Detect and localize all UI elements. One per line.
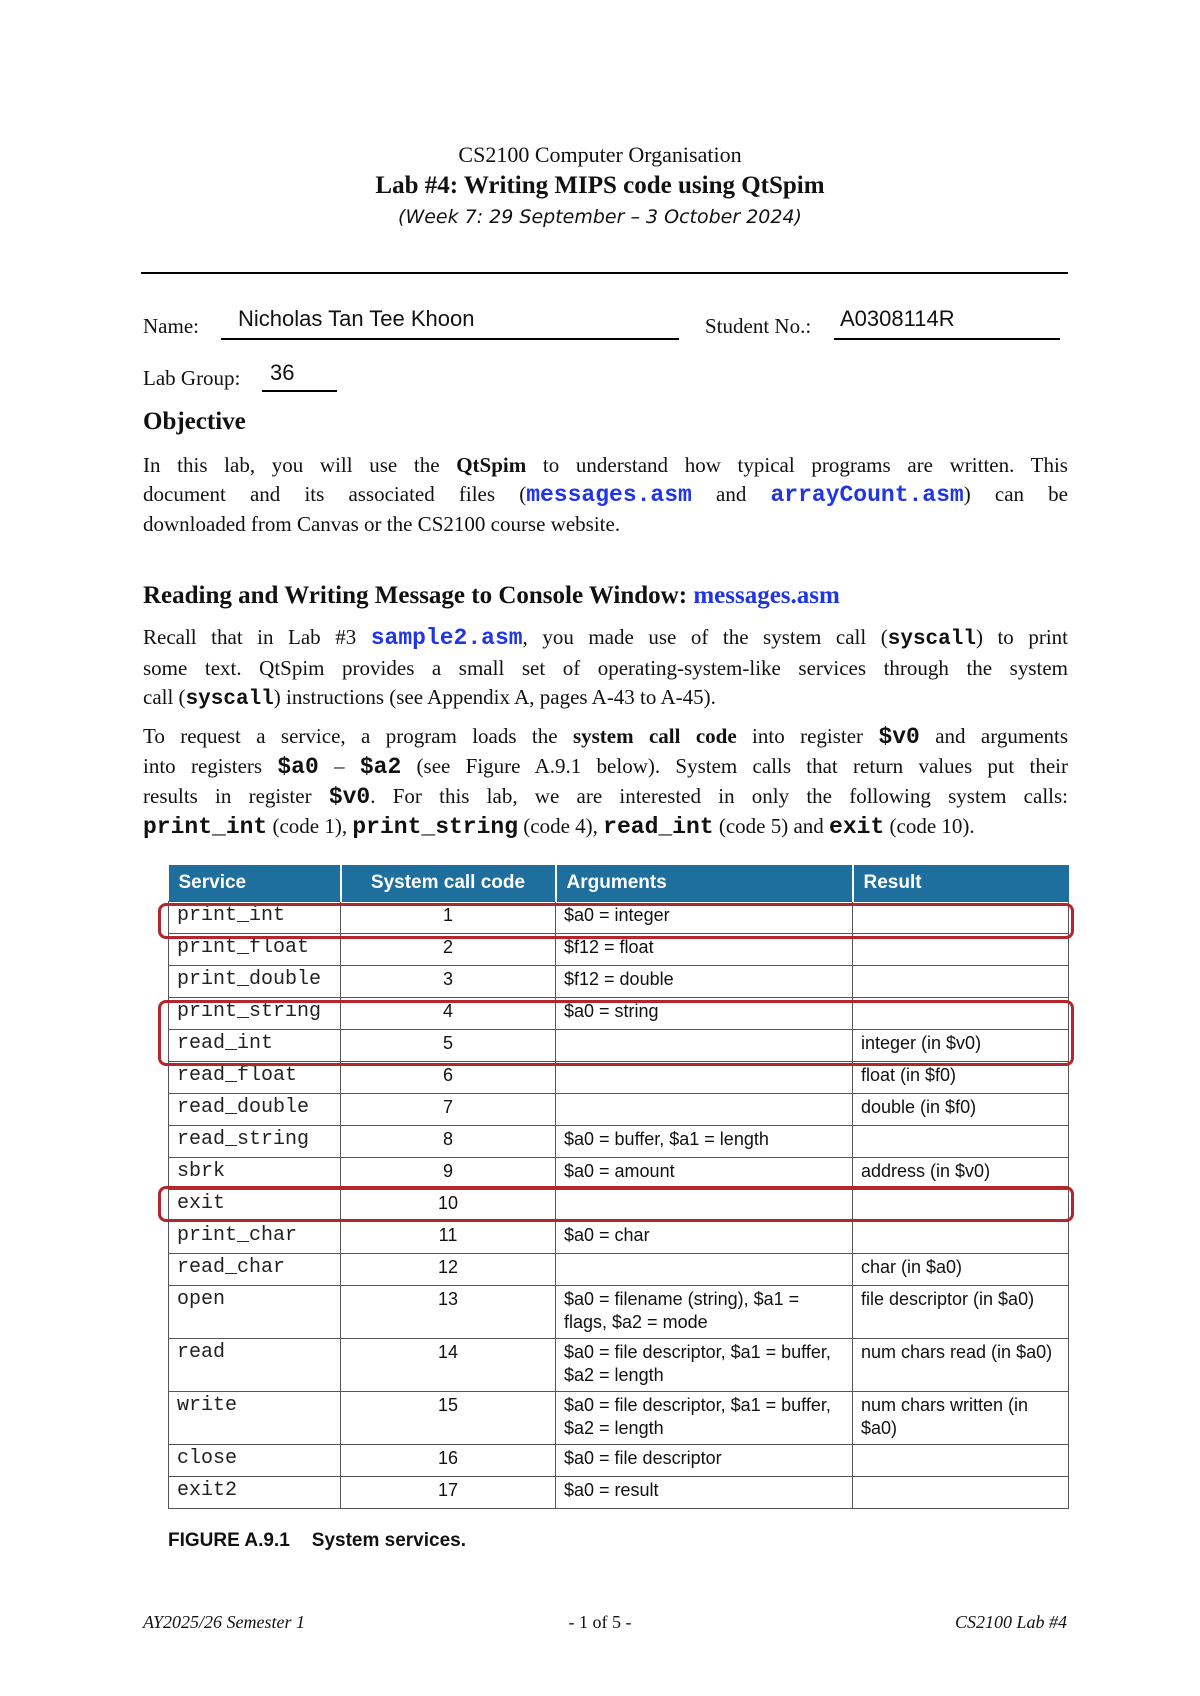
- lab-group-label: Lab Group:: [143, 366, 241, 390]
- code-cell: 15: [341, 1392, 556, 1445]
- result-cell: [853, 966, 1069, 998]
- header-arguments: Arguments: [556, 865, 853, 902]
- code-cell: 14: [341, 1339, 556, 1392]
- arguments-cell: $a0 = file descriptor, $a1 = buffer, $a2 = length: [556, 1339, 853, 1392]
- service-cell: read_char: [169, 1254, 341, 1286]
- code-cell: 1: [341, 902, 556, 934]
- service-cell: open: [169, 1286, 341, 1339]
- code-cell: 6: [341, 1062, 556, 1094]
- student-no-underline: [834, 338, 1060, 340]
- result-cell: char (in $a0): [853, 1254, 1069, 1286]
- section-heading: Reading and Writing Message to Console Window: messages.asm: [143, 582, 840, 609]
- objective-heading: Objective: [143, 408, 246, 435]
- service-cell: print_string: [169, 998, 341, 1030]
- table-row: [169, 1477, 1069, 1509]
- footer-page-number: - 1 of 5 -: [568, 1612, 632, 1632]
- header-rule: [141, 272, 1068, 274]
- code-cell: 5: [341, 1030, 556, 1062]
- table-row: [169, 1222, 1069, 1254]
- code-cell: 7: [341, 1094, 556, 1126]
- result-cell: file descriptor (in $a0): [853, 1286, 1069, 1339]
- arguments-cell: $a0 = char: [556, 1222, 853, 1254]
- table-row: [169, 1286, 1069, 1339]
- name-value: Nicholas Tan Tee Khoon: [238, 306, 475, 331]
- highlight-print-string-read-int: [158, 1000, 1074, 1066]
- student-no-value: A0308114R: [840, 306, 955, 331]
- code-cell: 8: [341, 1126, 556, 1158]
- service-cell: read_int: [169, 1030, 341, 1062]
- header-service: Service: [169, 865, 341, 902]
- code-cell: 9: [341, 1158, 556, 1190]
- table-header-row: [169, 865, 1069, 902]
- code-cell: 16: [341, 1445, 556, 1477]
- section-heading-link[interactable]: messages.asm: [693, 582, 840, 609]
- service-cell: read_string: [169, 1126, 341, 1158]
- lab-title: Lab #4: Writing MIPS code using QtSpim: [375, 172, 825, 199]
- arguments-cell: [556, 1254, 853, 1286]
- service-cell: sbrk: [169, 1158, 341, 1190]
- student-no-label: Student No.:: [705, 314, 812, 338]
- figure-text: System services.: [311, 1530, 466, 1551]
- code-cell: 17: [341, 1477, 556, 1509]
- arguments-cell: $a0 = file descriptor: [556, 1445, 853, 1477]
- service-cell: print_char: [169, 1222, 341, 1254]
- lab-week: (Week 7: 29 September – 3 October 2024): [398, 206, 802, 228]
- arguments-cell: $a0 = file descriptor, $a1 = buffer, $a2 = length: [556, 1392, 853, 1445]
- table-row: [169, 1254, 1069, 1286]
- arguments-cell: [556, 1062, 853, 1094]
- result-cell: [853, 1445, 1069, 1477]
- table-row: [169, 1158, 1069, 1190]
- arguments-cell: $a0 = buffer, $a1 = length: [556, 1126, 853, 1158]
- code-cell: 10: [341, 1190, 556, 1222]
- objective-paragraph: In this lab, you will use the QtSpim to understand how typical programs are written. This document and its associated files (messages.asm and arrayCount.asm) can be downloaded from Canvas or the CS2100 course website.: [143, 453, 1068, 536]
- table-row: [169, 1062, 1069, 1094]
- arguments-cell: $a0 = result: [556, 1477, 853, 1509]
- result-cell: address (in $v0): [853, 1158, 1069, 1190]
- service-cell: read_double: [169, 1094, 341, 1126]
- sample2-asm-link[interactable]: sample2.asm: [370, 625, 523, 651]
- code-cell: 13: [341, 1286, 556, 1339]
- messages-asm-link[interactable]: messages.asm: [526, 482, 692, 508]
- result-cell: double (in $f0): [853, 1094, 1069, 1126]
- arguments-cell: $a0 = amount: [556, 1158, 853, 1190]
- code-cell: 12: [341, 1254, 556, 1286]
- header-result: Result: [853, 865, 1069, 902]
- service-cell: print_double: [169, 966, 341, 998]
- service-paragraph: To request a service, a program loads the system call code into register $v0 and arguments into registers $a0 – $a2 (see Figure A.9.1 below). System calls that return values put their results in register $v0. For this lab, we are interested in only the following system calls: print_int (code 1), print_string (code 4), read_int (code 5) and exit (code 10).: [143, 724, 1069, 840]
- arguments-cell: $a0 = string: [556, 998, 853, 1030]
- lab-group-value: 36: [270, 360, 295, 385]
- code-cell: 11: [341, 1222, 556, 1254]
- syscall-paragraph: Recall that in Lab #3 sample2.asm, you made use of the system call (syscall) to print some text. QtSpim provides a small set of operating-system-like services through the system call (syscall) instructions (see Appendix A, pages A-43 to A-45).: [143, 625, 1068, 711]
- service-cell: exit: [169, 1190, 341, 1222]
- name-underline: [221, 338, 679, 340]
- arguments-cell: $a0 = filename (string), $a1 = flags, $a2 = mode: [556, 1286, 853, 1339]
- header-code: System call code: [341, 865, 556, 902]
- service-cell: print_int: [169, 902, 341, 934]
- figure-label: FIGURE A.9.1: [168, 1530, 290, 1551]
- table-row: [169, 1126, 1069, 1158]
- code-cell: 3: [341, 966, 556, 998]
- footer-semester: AY2025/26 Semester 1: [143, 1612, 305, 1632]
- course-title: CS2100 Computer Organisation: [458, 142, 742, 167]
- service-cell: close: [169, 1445, 341, 1477]
- result-cell: [853, 1222, 1069, 1254]
- table-row: [169, 1445, 1069, 1477]
- result-cell: [853, 1477, 1069, 1509]
- service-cell: read_float: [169, 1062, 341, 1094]
- service-cell: print_float: [169, 934, 341, 966]
- highlight-print-int: [158, 903, 1074, 939]
- code-cell: 2: [341, 934, 556, 966]
- name-label: Name:: [143, 314, 199, 338]
- arguments-cell: $f12 = double: [556, 966, 853, 998]
- arguments-cell: [556, 1094, 853, 1126]
- service-cell: read: [169, 1339, 341, 1392]
- table-row: [169, 1094, 1069, 1126]
- result-cell: [853, 1126, 1069, 1158]
- table-row: [169, 1392, 1069, 1445]
- lab-group-underline: [262, 390, 337, 392]
- result-cell: integer (in $v0): [853, 1030, 1069, 1062]
- arraycount-asm-link[interactable]: arrayCount.asm: [770, 482, 964, 508]
- figure-caption: [168, 1530, 466, 1552]
- result-cell: num chars read (in $a0): [853, 1339, 1069, 1392]
- service-cell: write: [169, 1392, 341, 1445]
- code-cell: 4: [341, 998, 556, 1030]
- result-cell: float (in $f0): [853, 1062, 1069, 1094]
- service-cell: exit2: [169, 1477, 341, 1509]
- result-cell: num chars written (in $a0): [853, 1392, 1069, 1445]
- footer-lab: CS2100 Lab #4: [954, 1612, 1067, 1632]
- table-row: [169, 966, 1069, 998]
- table-row: [169, 1339, 1069, 1392]
- arguments-cell: $f12 = float: [556, 934, 853, 966]
- arguments-cell: $a0 = integer: [556, 902, 853, 934]
- highlight-exit: [158, 1186, 1074, 1222]
